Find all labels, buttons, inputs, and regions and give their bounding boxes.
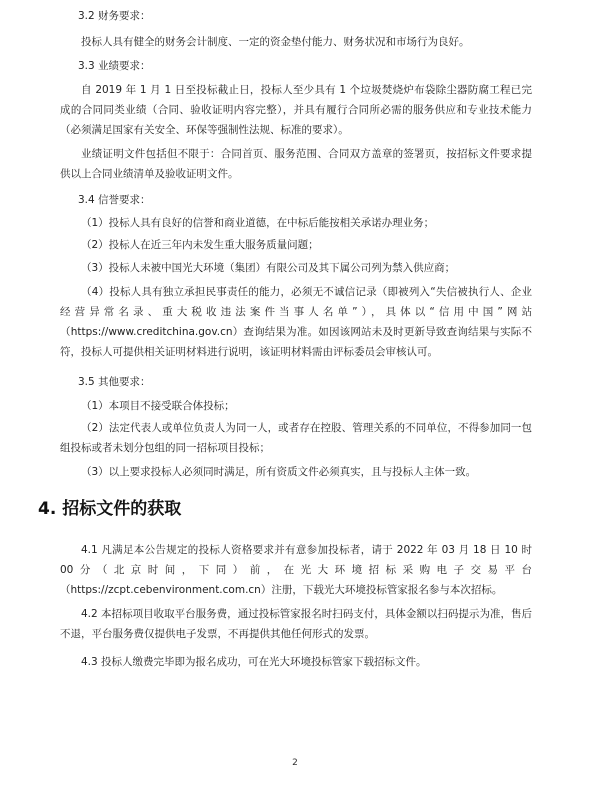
section-4-heading: 4. 招标文件的获取 — [38, 499, 182, 519]
section-3-5-item-3: （3）以上要求投标人必须同时满足，所有资质文件必须真实，且与投标人主体一致。 — [81, 466, 477, 478]
page-number: 2 — [292, 758, 298, 768]
section-4-1-text: 4.1 凡满足本公告规定的投标人资格要求并有意参加投标者，请于 2022 年 03 月 18 日 10 时 00分（北京时间，下同）前，在光大环境招标采购电子交易平台（https://zcpt.cebenvironment.com.cn）注册，下载光大环境投标管家报名参与本次招标。 — [60, 544, 532, 596]
section-3-5-item-2: （2）法定代表人或单位负责人为同一人，或者存在控股、管理关系的不同单位，不得参加同一包组投标或者未划分包组的同一招标项目投标； — [60, 422, 532, 454]
section-3-5-title: 3.5 其他要求： — [78, 376, 151, 388]
section-3-5-item-1: （1）本项目不接受联合体投标； — [81, 400, 235, 412]
section-3-3-title: 3.3 业绩要求： — [78, 60, 151, 72]
section-4-2-text: 4.2 本招标项目收取平台服务费，通过投标管家报名时扫码支付，具体金额以扫码提示为准，售后不退，平台服务费仅提供电子发票，不再提供其他任何形式的发票。 — [60, 608, 532, 640]
section-4-3-text: 4.3 投标人缴费完毕即为报名成功，可在光大环境投标管家下载招标文件。 — [81, 656, 427, 668]
section-3-4-item-2: （2）投标人在近三年内未发生重大服务质量问题； — [81, 239, 319, 251]
section-3-4-item-3: （3）投标人未被中国光大环境（集团）有限公司及其下属公司列为禁入供应商； — [81, 262, 456, 274]
section-3-2-title: 3.2 财务要求： — [78, 10, 151, 22]
section-3-3-text-2: 业绩证明文件包括但不限于：合同首页、服务范围、合同双方盖章的签署页，按招标文件要求提供以上合同业绩清单及验收证明文件。 — [60, 148, 532, 180]
section-3-4-item-1: （1）投标人具有良好的信誉和商业道德，在中标后能按相关承诺办理业务； — [81, 217, 435, 229]
section-3-3-text-1: 自 2019 年 1 月 1 日至投标截止日，投标人至少具有 1 个垃圾焚烧炉布袋除尘器防腐工程已完成的合同同类业绩（合同、验收证明内容完整），并具有履行合同所必需的服务供应和专业技术能力（必须满足国家有关安全、环保等强制性法规、标准的要求）。 — [60, 84, 532, 136]
section-3-4-title: 3.4 信誉要求： — [78, 194, 151, 206]
section-3-4-item-4: （4）投标人具有独立承担民事责任的能力，必须无不诚信记录（即被列入“失信被执行人、企业经营异常名录、重大税收违法案件当事人名单”），具体以“信用中国”网站（https://www.creditchina.gov.cn）查询结果为准。如因该网站未及时更新导致查询结果与实际不符，投标人可提供相关证明材料进行说明，该证明材料需由评标委员会审核认可。 — [60, 286, 532, 358]
section-3-2-text: 投标人具有健全的财务会计制度、一定的资金垫付能力、财务状况和市场行为良好。 — [81, 36, 470, 48]
